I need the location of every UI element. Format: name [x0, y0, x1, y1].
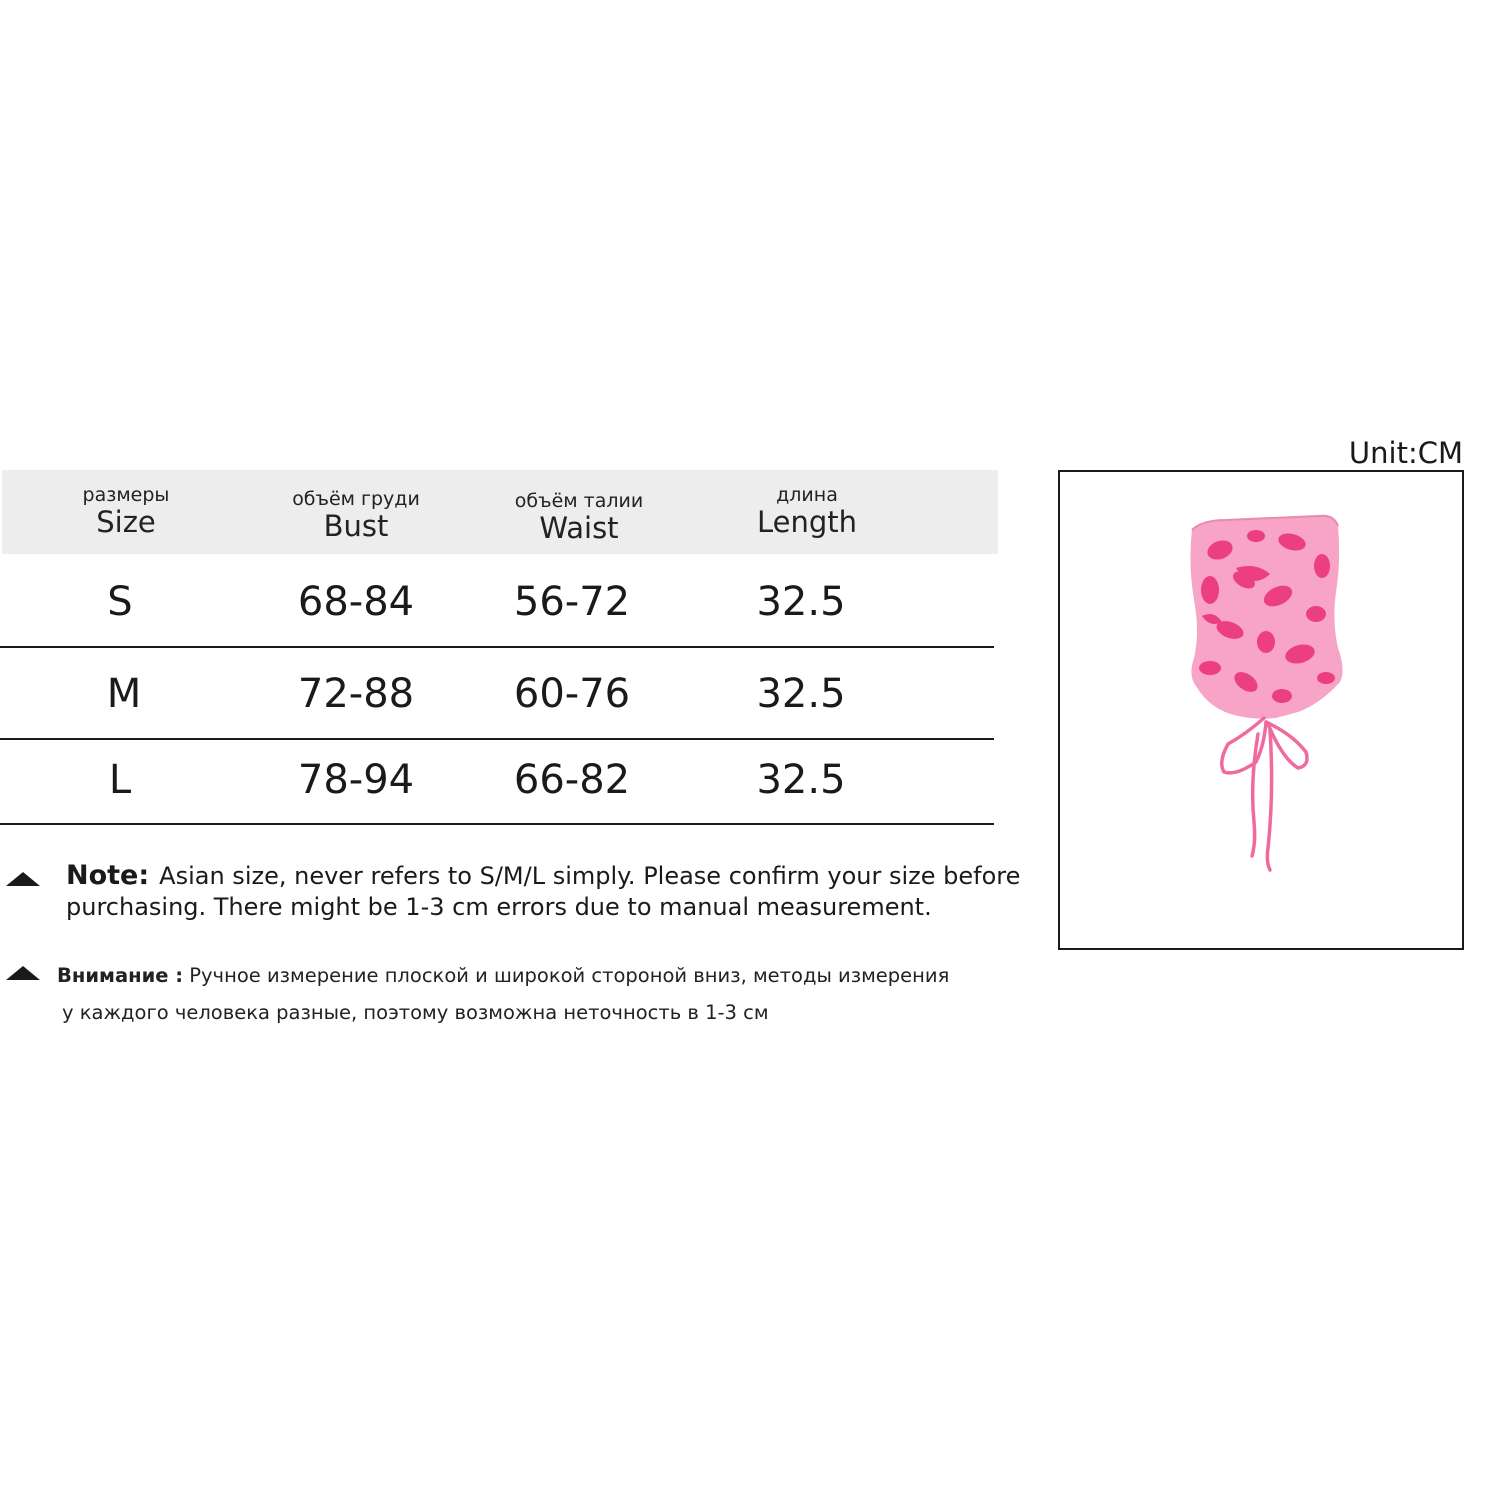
cell-size-l: L — [108, 757, 132, 803]
row-divider — [0, 646, 994, 648]
ru-note-line2: у каждого человека разные, поэтому возможна неточность в 1-3 см — [62, 1001, 769, 1024]
triangle-bullet-icon — [6, 872, 40, 886]
cell-waist-l: 66-82 — [513, 757, 631, 803]
header-bust-ru: объём груди — [292, 488, 420, 510]
header-length-ru: длина — [776, 484, 838, 506]
cell-waist-s: 56-72 — [513, 579, 631, 625]
cell-waist-m: 60-76 — [513, 671, 631, 717]
tube-top-icon — [1190, 516, 1342, 719]
ru-note-label: Внимание : — [57, 964, 184, 987]
unit-label: Unit:CM — [1348, 436, 1463, 470]
header-waist-ru: объём талии — [514, 490, 644, 512]
note-ru — [57, 957, 1027, 1031]
header-bust-en: Bust — [323, 509, 389, 543]
header-size-en: Size — [96, 505, 156, 539]
header-bust — [246, 488, 466, 542]
tie-strings-icon — [1222, 718, 1307, 870]
header-size-ru: размеры — [82, 484, 170, 506]
ru-note-line1: Ручное измерение плоской и широкой стороной вниз, методы измерения — [189, 964, 950, 987]
header-length — [697, 484, 917, 538]
note-en — [66, 860, 1026, 923]
note-text: Asian size, never refers to S/M/L simply. Please confirm your size before purchasing. There might be 1-3 cm errors due to manual measurement. — [66, 862, 1021, 921]
cell-bust-l: 78-94 — [297, 757, 415, 803]
cell-size-m: M — [106, 671, 142, 717]
product-image — [1060, 472, 1462, 948]
cell-length-l: 32.5 — [756, 757, 846, 803]
header-waist — [469, 490, 689, 544]
cell-size-s: S — [107, 579, 133, 625]
cell-bust-m: 72-88 — [297, 671, 415, 717]
cell-bust-s: 68-84 — [297, 579, 415, 625]
product-image-frame — [1058, 470, 1464, 950]
triangle-bullet-icon — [6, 966, 40, 980]
header-size — [16, 484, 236, 538]
cell-length-s: 32.5 — [756, 579, 846, 625]
header-length-en: Length — [756, 505, 858, 539]
cell-length-m: 32.5 — [756, 671, 846, 717]
row-divider — [0, 738, 994, 740]
header-waist-en: Waist — [539, 511, 619, 545]
row-divider — [0, 823, 994, 825]
note-label: Note: — [66, 860, 150, 891]
